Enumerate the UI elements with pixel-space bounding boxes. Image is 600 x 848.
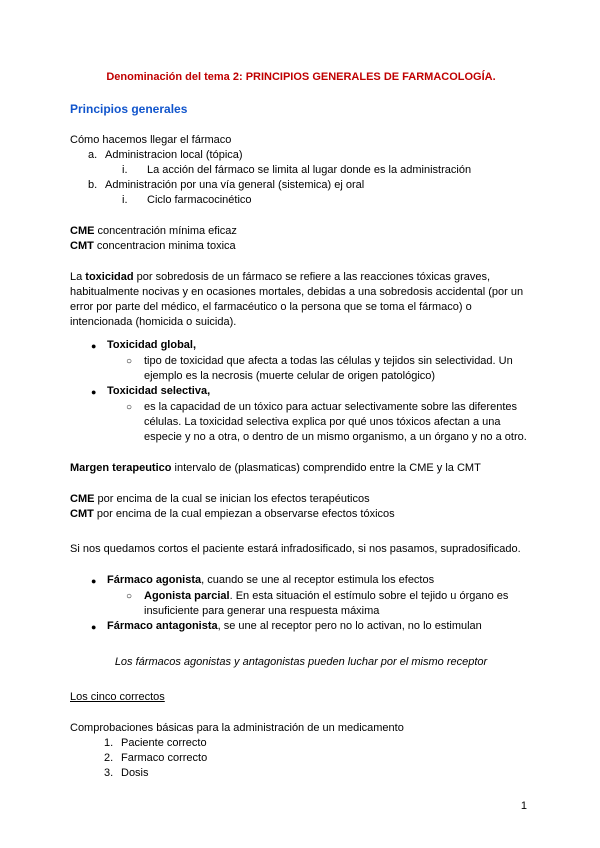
list-marker: 2. [104, 752, 114, 764]
list-marker: b. [88, 179, 98, 191]
cme-threshold [70, 492, 532, 507]
list-marker: i. [122, 194, 128, 206]
bullet-circle-icon: ○ [126, 356, 133, 367]
margin-bold: Margen terapeutico [70, 462, 172, 474]
five-rights-heading [70, 690, 532, 705]
bullet-detail: es la capacidad de un tóxico para actuar selectivamente sobre las diferentes células. La toxicidad selectiva explica por qué unos tóxicos afectan a una especie y no a otra, o dentro de un mismo organismo, a un órgano y no a otro. [144, 401, 527, 443]
bullet-text [144, 589, 532, 619]
list-marker: 1. [104, 737, 114, 749]
toxicity-list [70, 338, 532, 445]
bullet-item [70, 573, 532, 589]
cme-text: concentración mínima eficaz [94, 225, 237, 237]
cme-definition [70, 224, 532, 239]
list-item [70, 163, 532, 178]
list-item [70, 736, 532, 751]
antagonist-bold: Fármaco antagonista [107, 620, 218, 632]
list-item-text: Farmaco correcto [121, 752, 208, 764]
bullet-text [107, 573, 434, 588]
list-item [70, 193, 532, 208]
five-rights-list [70, 736, 532, 781]
delivery-list [70, 148, 532, 208]
bullet-disc-icon: ● [91, 622, 97, 632]
document-title: Denominación del tema 2: PRINCIPIOS GENERALES DE FARMACOLOGÍA. [106, 71, 496, 83]
cmt-text: por encima de la cual empiezan a observarse efectos tóxicos [93, 508, 395, 520]
cmt-abbr: CMT [70, 240, 94, 252]
partial-agonist-rest: . En esta situación el estímulo sobre el tejido u órgano es insuficiente para generar una respuesta máxima [144, 590, 509, 617]
cmt-definition [70, 239, 532, 254]
section-heading: Principios generales [70, 102, 188, 116]
margin-rest: intervalo de (plasmaticas) comprendido entre la CME y la CMT [171, 462, 481, 474]
list-item-text: La acción del fármaco se limita al lugar donde es la administración [147, 164, 472, 176]
agonist-bold: Fármaco agonista [107, 574, 202, 586]
bullet-disc-icon: ● [91, 341, 97, 351]
list-item [70, 766, 532, 781]
list-item-text: Ciclo farmacocinético [147, 194, 252, 206]
list-item-text: Paciente correcto [121, 737, 207, 749]
bullet-disc-icon: ● [91, 576, 97, 586]
bullet-circle-icon: ○ [126, 591, 133, 602]
list-marker: 3. [104, 767, 114, 779]
bullet-term: Toxicidad global, [107, 339, 197, 351]
margin-limits-block [70, 492, 532, 522]
toxicity-rest: por sobredosis de un fármaco se refiere a las reacciones tóxicas graves, habitualmente nocivas y en ocasiones mortales, debidas a una sobredosis accidental (por un error por parte del médico, el farmacéutico o la persona que se toma el fármaco) o intencionada (homicida o suicida). [70, 271, 524, 328]
cme-abbr: CME [70, 225, 95, 237]
cme-abbr: CME [70, 493, 95, 505]
cme-text: por encima de la cual se inician los efectos terapéuticos [94, 493, 370, 505]
bullet-detail: tipo de toxicidad que afecta a todas las células y tejidos sin selectividad. Un ejemplo es la necrosis (muerte celular de origen patológico) [144, 355, 513, 382]
list-item-text: Dosis [121, 767, 149, 779]
page-number: 1 [520, 800, 527, 812]
receptors-list [70, 573, 532, 635]
list-marker: a. [88, 149, 98, 161]
bullet-item [70, 619, 532, 635]
paragraph-toxicity [70, 270, 532, 330]
bullet-subitem [70, 400, 532, 445]
list-item [70, 178, 532, 193]
cmt-threshold [70, 507, 532, 522]
agonist-rest: , cuando se une al receptor estimula los efectos [201, 574, 435, 586]
cmt-text: concentracion minima toxica [93, 240, 236, 252]
cmt-abbr: CMT [70, 508, 94, 520]
paragraph-five-rights-intro: Comprobaciones básicas para la administración de un medicamento [70, 722, 404, 734]
bullet-text [107, 619, 482, 634]
bullet-item [70, 384, 532, 400]
bullet-item [70, 338, 532, 354]
partial-agonist-bold: Agonista parcial [144, 590, 230, 602]
bullet-disc-icon: ● [91, 387, 97, 397]
paragraph-delivery-intro: Cómo hacemos llegar el fármaco [70, 134, 232, 146]
list-item [70, 148, 532, 163]
paragraph-receptor-note: Los fármacos agonistas y antagonistas pueden luchar por el mismo receptor [114, 656, 488, 668]
bullet-subitem [70, 354, 532, 384]
toxicity-bold: toxicidad [85, 271, 134, 283]
paragraph-therapeutic-margin [70, 461, 532, 476]
bullet-term: Toxicidad selectiva, [107, 385, 211, 397]
list-item-text: Administracion local (tópica) [105, 149, 243, 161]
bullet-subitem [70, 589, 532, 619]
bullet-circle-icon: ○ [126, 402, 133, 413]
list-marker: i. [122, 164, 128, 176]
paragraph-dosing-note: Si nos quedamos cortos el paciente estará infradosificado, si nos pasamos, supradosificado. [70, 543, 521, 555]
toxicity-lead: La [70, 271, 86, 283]
list-item-text: Administración por una vía general (sistemica) ej oral [105, 179, 365, 191]
antagonist-rest: , se une al receptor pero no lo activan, no lo estimulan [217, 620, 482, 632]
five-rights-heading-text: Los cinco correctos [70, 691, 165, 703]
list-item [70, 751, 532, 766]
concentrations-block [70, 224, 532, 254]
